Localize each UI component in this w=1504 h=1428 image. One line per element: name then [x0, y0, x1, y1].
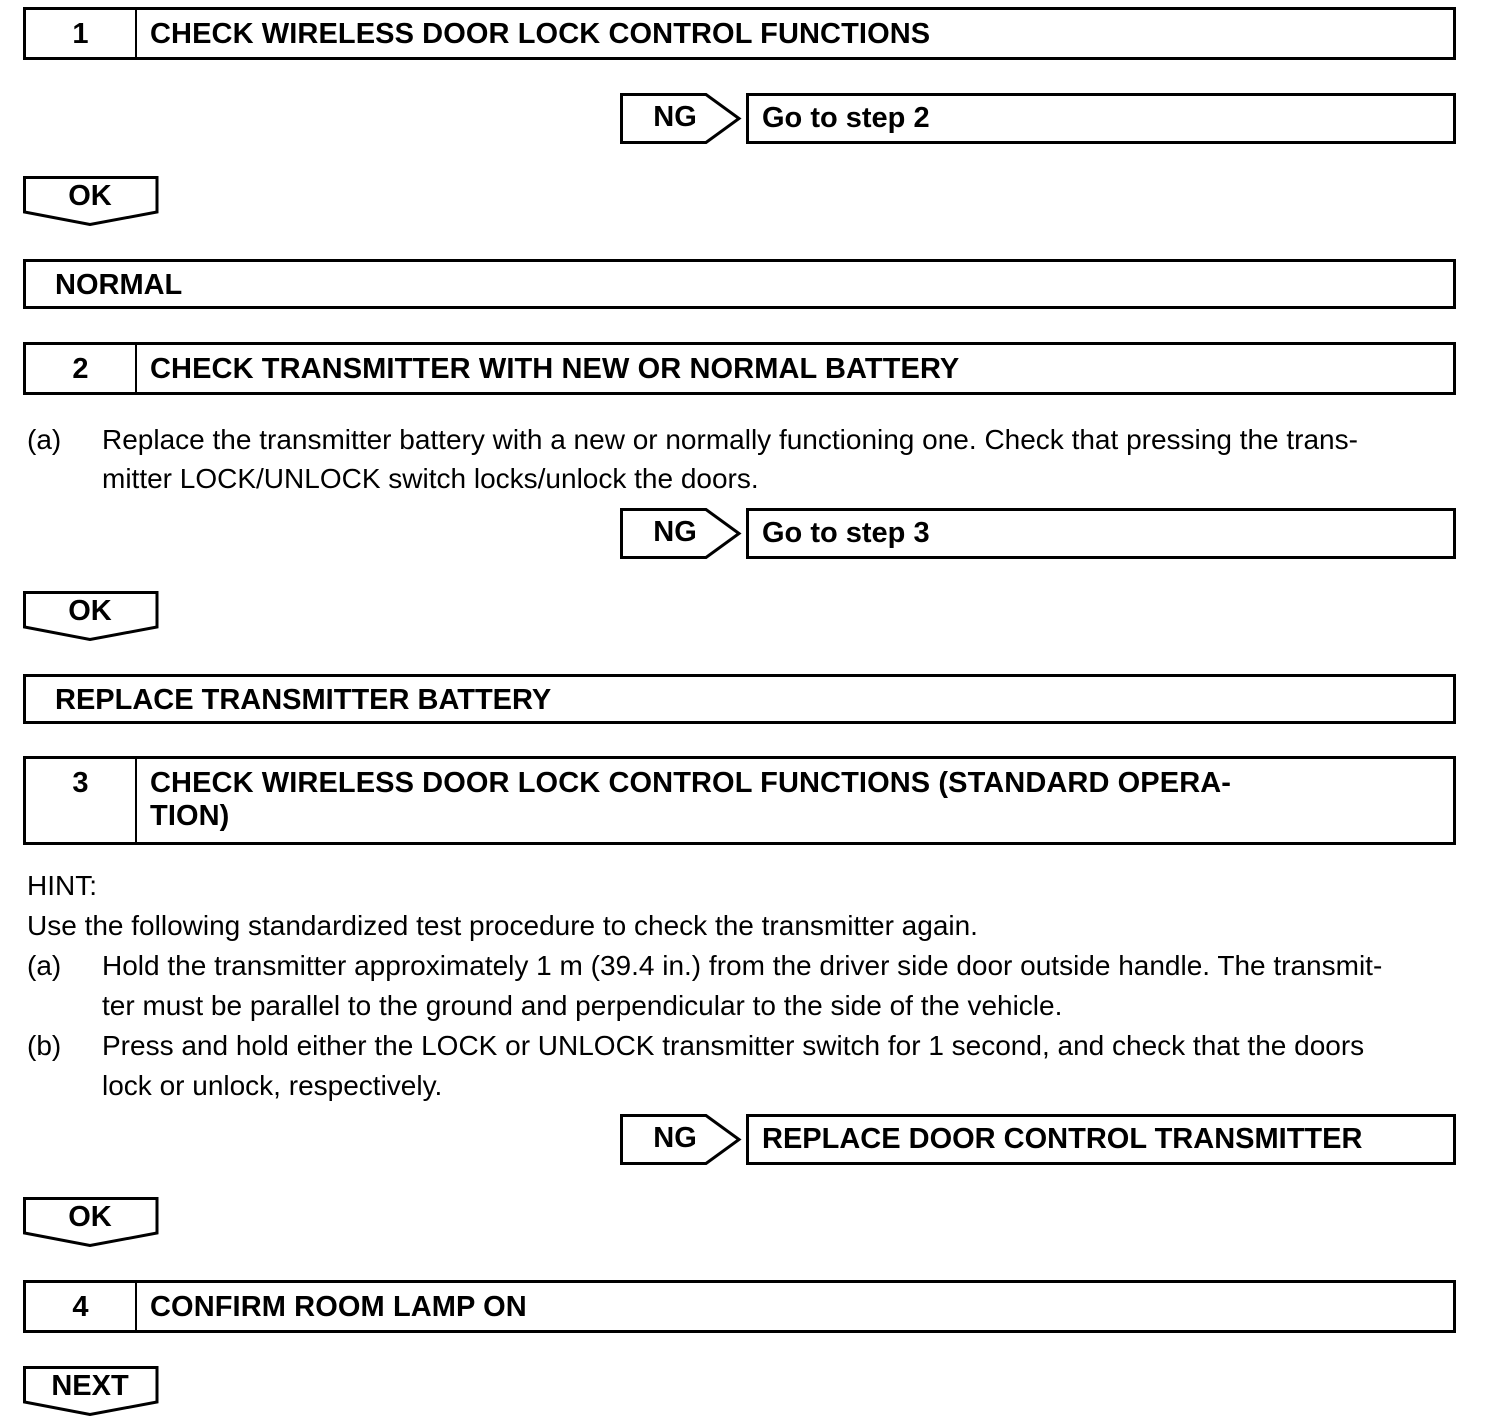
step-3-item-b-line-2: lock or unlock, respectively.: [102, 1070, 443, 1101]
ng-branch-step-3[interactable]: [620, 1114, 1456, 1165]
ng-label: NG: [653, 516, 697, 548]
ng-target[interactable]: Go to step 3: [746, 508, 1456, 559]
step-title: CHECK WIRELESS DOOR LOCK CONTROL FUNCTIONS: [150, 18, 931, 50]
ng-target[interactable]: Go to step 2: [746, 93, 1456, 144]
step-3-item-a-line-2: ter must be parallel to the ground and perpendicular to the side of the vehicle.: [102, 990, 1063, 1021]
ng-branch-step-1[interactable]: [620, 93, 1456, 144]
step-1-header: [23, 7, 1456, 60]
ng-target[interactable]: REPLACE DOOR CONTROL TRANSMITTER: [746, 1114, 1456, 1165]
hint-label: HINT:: [27, 870, 97, 901]
step-title: CHECK TRANSMITTER WITH NEW OR NORMAL BATTERY: [150, 353, 960, 385]
ok-label: OK: [68, 1201, 112, 1233]
hint-text: Use the following standardized test procedure to check the transmitter again.: [27, 910, 978, 941]
item-label-b: (b): [27, 1030, 62, 1061]
step-number: 3: [26, 759, 137, 842]
result-normal: NORMAL: [23, 259, 1456, 309]
next-label: NEXT: [51, 1370, 129, 1402]
item-label-a: (a): [27, 950, 62, 981]
step-2-instruction-line-2: mitter LOCK/UNLOCK switch locks/unlock the doors.: [102, 463, 759, 494]
result-replace-battery: REPLACE TRANSMITTER BATTERY: [23, 674, 1456, 724]
step-title-line-1: CHECK WIRELESS DOOR LOCK CONTROL FUNCTIONS (STANDARD OPERA-: [150, 767, 1232, 799]
ok-arrow-step-3[interactable]: [23, 1197, 160, 1247]
step-title: CONFIRM ROOM LAMP ON: [150, 1291, 527, 1323]
step-title: [137, 759, 1453, 842]
ok-arrow-step-1[interactable]: [23, 176, 160, 226]
next-arrow[interactable]: [23, 1366, 160, 1416]
ok-label: OK: [68, 595, 112, 627]
step-3-header: [23, 756, 1456, 845]
step-2-header: [23, 342, 1456, 395]
step-number: 4: [26, 1283, 137, 1330]
step-4-header: [23, 1280, 1456, 1333]
step-3-item-b-line-1: Press and hold either the LOCK or UNLOCK transmitter switch for 1 second, and check that the doors: [102, 1030, 1365, 1061]
step-2-instruction-line-1: Replace the transmitter battery with a new or normally functioning one. Check that pressing the trans-: [102, 424, 1358, 455]
ok-arrow-step-2[interactable]: [23, 591, 160, 641]
ng-label: NG: [653, 1122, 697, 1154]
ng-branch-step-2[interactable]: [620, 508, 1456, 559]
step-title-line-2: TION): [150, 800, 230, 832]
item-label-a: (a): [27, 424, 62, 455]
step-3-item-a-line-1: Hold the transmitter approximately 1 m (39.4 in.) from the driver side door outside handle. The transmit-: [102, 950, 1383, 981]
ng-label: NG: [653, 101, 697, 133]
ok-label: OK: [68, 180, 112, 212]
step-number: 2: [26, 345, 137, 392]
step-number: 1: [26, 10, 137, 57]
